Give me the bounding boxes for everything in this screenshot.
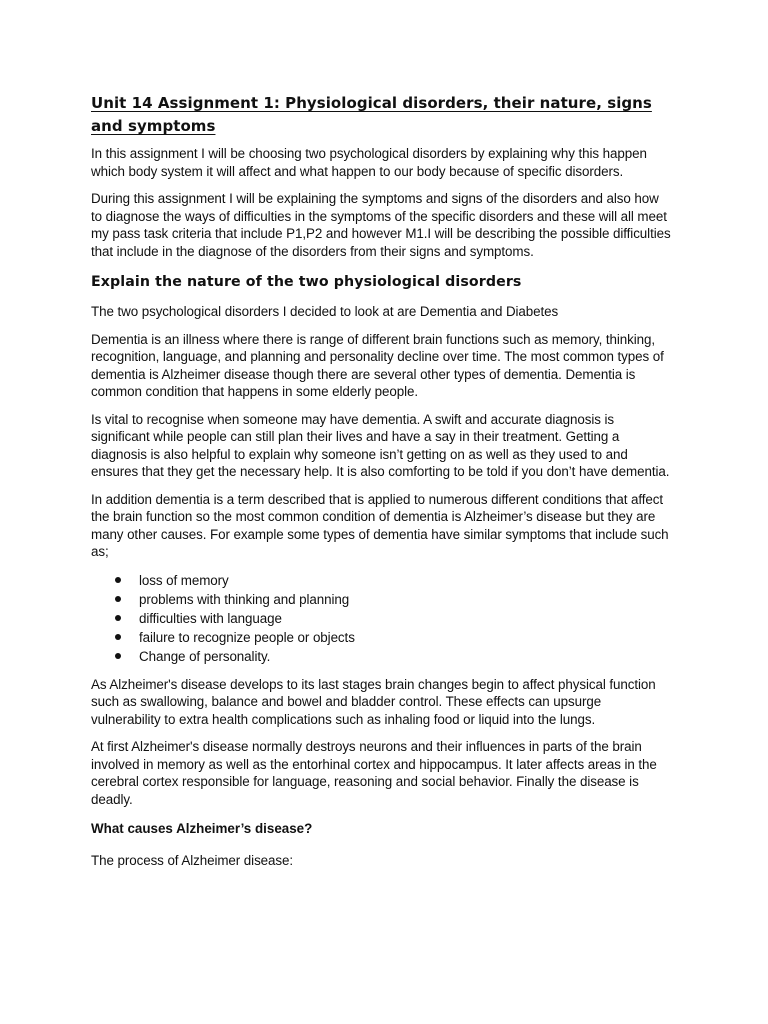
- list-item: [139, 628, 672, 647]
- list-item-label: failure to recognize people or objects: [139, 629, 355, 645]
- bullet-icon: [115, 653, 121, 659]
- list-item: [139, 609, 672, 628]
- list-item-label: loss of memory: [139, 572, 229, 588]
- list-item-label: problems with thinking and planning: [139, 591, 350, 607]
- symptom-list: [91, 571, 672, 666]
- list-item: [139, 647, 672, 666]
- after-paragraph-2: At first Alzheimer's disease normally destroys neurons and their influences in parts of the brain involved in memory as well as the entorhinal cortex and hippocampus. It later affects areas in the cerebral cortex responsible for language, reasoning and social behavior. Finally the disease is deadly.: [91, 739, 657, 807]
- intro-paragraph-1: In this assignment I will be choosing two psychological disorders by explaining why this happen which body system it will affect and what happen to our body because of specific disorders.: [91, 146, 647, 179]
- bullet-icon: [115, 596, 121, 602]
- list-item: [139, 571, 672, 590]
- list-item: [139, 590, 672, 609]
- after-paragraph-1: As Alzheimer's disease develops to its last stages brain changes begin to affect physical function such as swallowing, balance and bowel and bladder control. These effects can upsurge vulnerability to extra health complications such as inhaling food or liquid into the lungs.: [91, 676, 656, 727]
- body-paragraph-4: In addition dementia is a term described that is applied to numerous different conditions that affect the brain function so the most common condition of dementia is Alzheimer’s disease but they are many other causes. For example some types of dementia have similar symptoms that include such as;: [91, 491, 669, 559]
- list-item-label: difficulties with language: [139, 610, 282, 626]
- bullet-icon: [115, 634, 121, 640]
- body-paragraph-3: Is vital to recognise when someone may have dementia. A swift and accurate diagnosis is significant while people can still plan their lives and have a say in their treatment. Getting a diagnosis is also helpful to explain why someone isn’t getting on as well as they used to and ensures that they get the necessary help. It is also comforting to be told if you don’t have dementia.: [91, 411, 670, 479]
- bullet-icon: [115, 615, 121, 621]
- body-paragraph-1: The two psychological disorders I decided to look at are Dementia and Diabetes: [91, 304, 559, 319]
- closing-paragraph: The process of Alzheimer disease:: [91, 852, 294, 868]
- body-paragraph-2: Dementia is an illness where there is range of different brain functions such as memory, thinking, recognition, language, and planning and personality decline over time. The most common types of dementia is Alzheimer disease though there are several other types of dementia. Dementia is common condition that happens in some elderly people.: [91, 331, 664, 399]
- bullet-icon: [115, 577, 121, 583]
- list-item-label: Change of personality.: [139, 648, 271, 664]
- intro-paragraph-2: During this assignment I will be explaining the symptoms and signs of the disorders and also how to diagnose the ways of difficulties in the symptoms of the specific disorders and these will all meet my pass task criteria that include P1,P2 and however M1.I will be describing the possible difficulties that include in the diagnose of the disorders from their signs and symptoms.: [91, 191, 671, 259]
- sub-heading: What causes Alzheimer’s disease?: [91, 821, 313, 836]
- section-heading: Explain the nature of the two physiological disorders: [91, 274, 522, 290]
- document-title: Unit 14 Assignment 1: Physiological disorders, their nature, signs and symptoms: [91, 94, 652, 135]
